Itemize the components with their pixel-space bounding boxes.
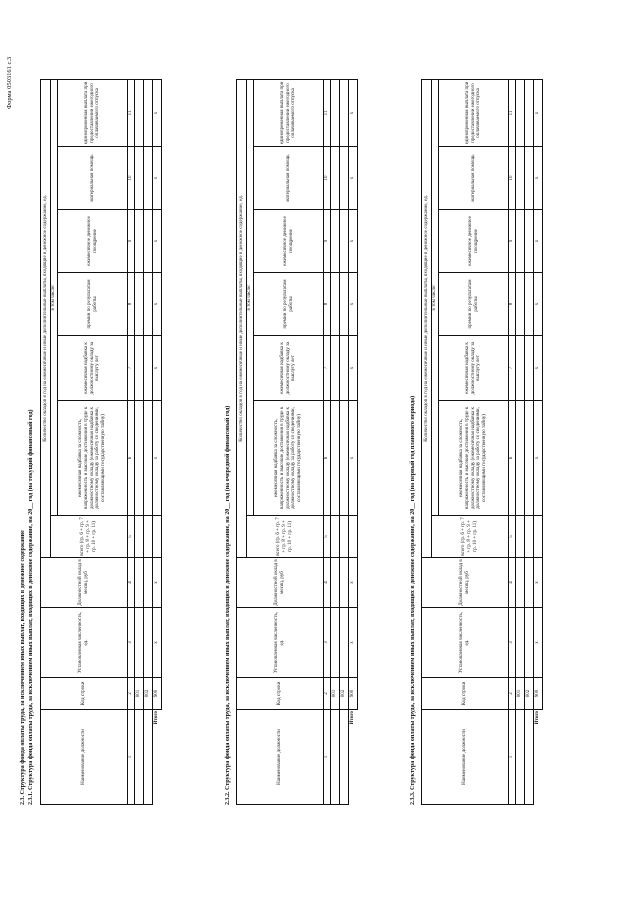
col-number: 2 (324, 678, 331, 710)
col-header-c10: материальная помощь (439, 147, 509, 210)
total-row (534, 79, 543, 804)
col-number: 11 (324, 79, 331, 146)
cell-staff[interactable] (516, 608, 525, 678)
total-label: Итого (153, 710, 162, 805)
table-row (516, 79, 525, 804)
cell-name[interactable] (331, 710, 340, 805)
col-number: 10 (324, 147, 331, 210)
cell-x: x (349, 79, 358, 146)
cell-c7[interactable] (340, 336, 349, 401)
cell-c9[interactable] (144, 210, 153, 273)
col-header-group: Количество окладов в год на ежемесячные и иные дополнительные выплаты, входящие в денежное содержание, ед. (422, 79, 432, 557)
col-number: 1 (128, 710, 135, 805)
col-header-c11: единовременная выплата при предоставлении ежегодного оплачиваемого отпуска (58, 79, 128, 146)
cell-total-sum[interactable] (534, 516, 543, 558)
cell-total[interactable] (525, 516, 534, 558)
cell-c10[interactable] (340, 147, 349, 210)
cell-c6[interactable] (340, 401, 349, 516)
cell-c10[interactable] (144, 147, 153, 210)
col-number: 6 (324, 401, 331, 516)
col-header-total: всего (гр. 6 + гр. 7 + гр. 8 + гр. 9 + гр. 10 + гр. 11) (247, 516, 324, 558)
section-title: 2.3.2. Структура фонда оплаты труда, за исключением иных выплат, входящих в денежное содержание, на 20__ год (на очередной финансовый год) (225, 405, 231, 805)
cell-name[interactable] (144, 710, 153, 805)
cell-staff[interactable] (144, 608, 153, 678)
col-header-c6: ежемесячная надбавка за сложность, напряженность и высокие достижения в труде к должностному окладу (ежемесячная надбавка к должностному окладу за работу со сведениями, составляющими государственную тайну) (254, 401, 324, 516)
col-number: 4 (324, 558, 331, 608)
section-title: 2.3.3. Структура фонда оплаты труда, за исключением иных выплат, входящих в денежное содержание, на 20__ год (на первый год планового периода) (410, 395, 416, 805)
cell-c7[interactable] (331, 336, 340, 401)
table-row (144, 79, 153, 804)
col-header-name: Наименование должности (422, 710, 509, 805)
cell-x: x (534, 147, 543, 210)
col-header-salary: Должностной оклад в месяц, руб (237, 558, 324, 608)
cell-x: x (349, 210, 358, 273)
total-label: Итого (349, 710, 358, 805)
col-number: 11 (128, 79, 135, 146)
col-number: 5 (324, 516, 331, 558)
cell-x: x (349, 558, 358, 608)
col-number: 6 (128, 401, 135, 516)
cell-c11[interactable] (331, 79, 340, 146)
cell-c9[interactable] (331, 210, 340, 273)
col-header-c8: премии по результатам работы (439, 273, 509, 336)
cell-c6[interactable] (135, 401, 144, 516)
col-header-group: Количество окладов в год на ежемесячные и иные дополнительные выплаты, входящие в денежное содержание, ед. (41, 79, 51, 557)
cell-x: x (349, 336, 358, 401)
table-row (340, 79, 349, 804)
cell-c8[interactable] (135, 273, 144, 336)
col-number: 6 (509, 401, 516, 516)
cell-c10[interactable] (135, 147, 144, 210)
col-number: 7 (509, 336, 516, 401)
cell-salary[interactable] (144, 558, 153, 608)
cell-c8[interactable] (144, 273, 153, 336)
col-header-code: Код строки (422, 678, 509, 710)
fot-table-first-plan-year (421, 80, 543, 805)
col-header-c9: ежемесячное денежное поощрение (439, 210, 509, 273)
cell-c8[interactable] (331, 273, 340, 336)
cell-salary[interactable] (525, 558, 534, 608)
col-number: 8 (324, 273, 331, 336)
cell-c11[interactable] (525, 79, 534, 146)
total-code: 900 (534, 678, 543, 710)
col-number: 1 (324, 710, 331, 805)
cell-staff[interactable] (340, 608, 349, 678)
cell-c9[interactable] (525, 210, 534, 273)
col-header-incl: в том числе: (432, 79, 439, 515)
col-header-salary: Должностной оклад в месяц, руб (41, 558, 128, 608)
cell-staff[interactable] (135, 608, 144, 678)
cell-x: x (534, 210, 543, 273)
col-header-name: Наименование должности (41, 710, 128, 805)
col-number: 9 (128, 210, 135, 273)
table-row (135, 79, 144, 804)
section-title: 2.3.1. Структура фонда оплаты труда, за исключением иных выплат, входящих в денежное содержание, на 20__ год (на текущий финансовый год) (28, 409, 34, 805)
cell-x: x (153, 79, 162, 146)
col-number: 2 (128, 678, 135, 710)
cell-c9[interactable] (340, 210, 349, 273)
fot-table-current-year (40, 80, 162, 805)
col-header-c6: ежемесячная надбавка за сложность, напряженность и высокие достижения в труде к должностному окладу (ежемесячная надбавка к должностному окладу за работу со сведениями, составляющими государственную тайну) (439, 401, 509, 516)
cell-name[interactable] (340, 710, 349, 805)
col-header-c9: ежемесячное денежное поощрение (254, 210, 324, 273)
col-header-c8: премии по результатам работы (254, 273, 324, 336)
cell-x: x (153, 147, 162, 210)
cell-c8[interactable] (340, 273, 349, 336)
cell-salary[interactable] (331, 558, 340, 608)
cell-code: 001 (516, 678, 525, 710)
col-header-c8: премии по результатам работы (58, 273, 128, 336)
cell-name[interactable] (135, 710, 144, 805)
col-number: 7 (324, 336, 331, 401)
form-code: Форма 0503161 с.3 (6, 56, 13, 109)
cell-staff[interactable] (525, 608, 534, 678)
col-header-c11: единовременная выплата при предоставлении ежегодного оплачиваемого отпуска (254, 79, 324, 146)
col-number: 2 (509, 678, 516, 710)
col-number: 3 (324, 608, 331, 678)
cell-c7[interactable] (144, 336, 153, 401)
cell-c11[interactable] (135, 79, 144, 146)
col-header-c10: материальная помощь (254, 147, 324, 210)
table-row (331, 79, 340, 804)
cell-x: x (534, 336, 543, 401)
col-header-total: всего (гр. 6 + гр. 7 + гр. 8 + гр. 9 + гр. 10 + гр. 11) (432, 516, 509, 558)
cell-name[interactable] (516, 710, 525, 805)
total-code: 900 (153, 678, 162, 710)
cell-salary[interactable] (340, 558, 349, 608)
cell-code: 002 (525, 678, 534, 710)
cell-c10[interactable] (331, 147, 340, 210)
cell-x: x (153, 401, 162, 516)
cell-c11[interactable] (144, 79, 153, 146)
cell-c9[interactable] (135, 210, 144, 273)
cell-total[interactable] (340, 516, 349, 558)
cell-x: x (534, 558, 543, 608)
col-header-code: Код строки (237, 678, 324, 710)
col-number: 10 (128, 147, 135, 210)
total-row (153, 79, 162, 804)
col-header-code: Код строки (41, 678, 128, 710)
col-number: 11 (509, 79, 516, 146)
cell-total[interactable] (331, 516, 340, 558)
col-header-incl: в том числе: (247, 79, 254, 515)
cell-c11[interactable] (340, 79, 349, 146)
col-number: 4 (509, 558, 516, 608)
col-header-c10: материальная помощь (58, 147, 128, 210)
cell-code: 001 (135, 678, 144, 710)
cell-total-sum[interactable] (349, 516, 358, 558)
col-number: 10 (509, 147, 516, 210)
cell-x: x (153, 558, 162, 608)
col-header-incl: в том числе: (51, 79, 58, 515)
col-header-c7: ежемесячная надбавка к должностному окладу за выслугу лет (58, 336, 128, 401)
col-number: 8 (128, 273, 135, 336)
cell-c6[interactable] (331, 401, 340, 516)
col-header-c9: ежемесячное денежное поощрение (58, 210, 128, 273)
col-number: 5 (128, 516, 135, 558)
cell-total-sum[interactable] (153, 516, 162, 558)
col-header-c6: ежемесячная надбавка за сложность, напряженность и высокие достижения в труде к должностному окладу (ежемесячная надбавка к должностному окладу за работу со сведениями, составляющими государственную тайну) (58, 401, 128, 516)
cell-x: x (349, 608, 358, 678)
cell-x: x (534, 401, 543, 516)
cell-x: x (534, 79, 543, 146)
col-header-salary: Должностной оклад в месяц, руб (422, 558, 509, 608)
col-header-total: всего (гр. 6 + гр. 7 + гр. 8 + гр. 9 + гр. 10 + гр. 11) (51, 516, 128, 558)
table-row (525, 79, 534, 804)
col-header-c7: ежемесячная надбавка к должностному окладу за выслугу лет (254, 336, 324, 401)
cell-staff[interactable] (331, 608, 340, 678)
col-header-c7: ежемесячная надбавка к должностному окладу за выслугу лет (439, 336, 509, 401)
cell-total[interactable] (144, 516, 153, 558)
cell-c8[interactable] (525, 273, 534, 336)
cell-code: 001 (331, 678, 340, 710)
cell-c11[interactable] (516, 79, 525, 146)
cell-c7[interactable] (516, 336, 525, 401)
cell-c6[interactable] (516, 401, 525, 516)
cell-c7[interactable] (135, 336, 144, 401)
cell-x: x (153, 608, 162, 678)
cell-c10[interactable] (516, 147, 525, 210)
col-number: 9 (324, 210, 331, 273)
cell-x: x (153, 273, 162, 336)
cell-x: x (349, 147, 358, 210)
cell-salary[interactable] (135, 558, 144, 608)
fot-table-next-year (236, 80, 358, 805)
total-code: 900 (349, 678, 358, 710)
col-header-staff: Установленная численность, ед. (237, 608, 324, 678)
col-number: 1 (509, 710, 516, 805)
cell-salary[interactable] (516, 558, 525, 608)
cell-c9[interactable] (516, 210, 525, 273)
col-number: 5 (509, 516, 516, 558)
total-row (349, 79, 358, 804)
col-number: 3 (509, 608, 516, 678)
cell-x: x (153, 210, 162, 273)
col-number: 7 (128, 336, 135, 401)
cell-x: x (349, 273, 358, 336)
cell-c6[interactable] (525, 401, 534, 516)
cell-code: 002 (340, 678, 349, 710)
cell-x: x (153, 336, 162, 401)
cell-x: x (534, 608, 543, 678)
main-heading: 2.3. Структура фонда оплаты труда, за исключением иных выплат, входящих в денежное содержание (20, 530, 26, 805)
col-header-name: Наименование должности (237, 710, 324, 805)
cell-name[interactable] (525, 710, 534, 805)
cell-c8[interactable] (516, 273, 525, 336)
col-number: 8 (509, 273, 516, 336)
col-header-c11: единовременная выплата при предоставлении ежегодного оплачиваемого отпуска (439, 79, 509, 146)
col-number: 4 (128, 558, 135, 608)
cell-total[interactable] (135, 516, 144, 558)
col-number: 3 (128, 608, 135, 678)
cell-total[interactable] (516, 516, 525, 558)
col-header-staff: Установленная численность, ед. (422, 608, 509, 678)
cell-c10[interactable] (525, 147, 534, 210)
cell-c7[interactable] (525, 336, 534, 401)
cell-c6[interactable] (144, 401, 153, 516)
col-number: 9 (509, 210, 516, 273)
total-label: Итого (534, 710, 543, 805)
col-header-staff: Установленная численность, ед. (41, 608, 128, 678)
cell-code: 002 (144, 678, 153, 710)
col-header-group: Количество окладов в год на ежемесячные и иные дополнительные выплаты, входящие в денежное содержание, ед. (237, 79, 247, 557)
cell-x: x (349, 401, 358, 516)
cell-x: x (534, 273, 543, 336)
